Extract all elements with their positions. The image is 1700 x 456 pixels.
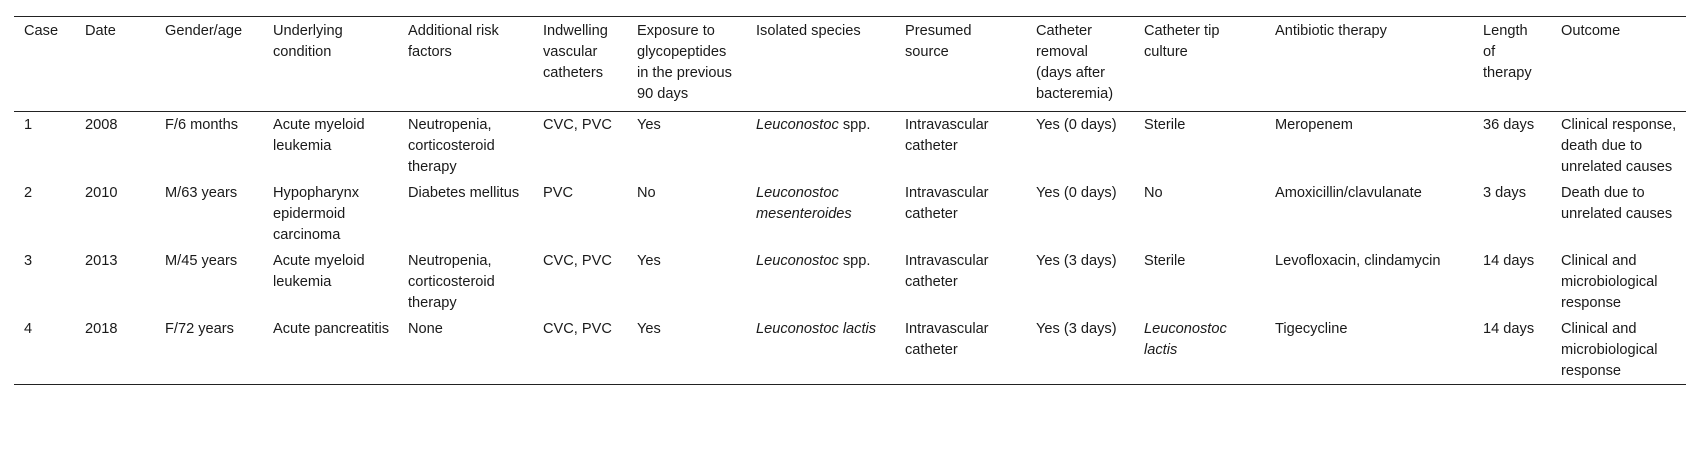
- header-length-of-therapy: Length of therapy: [1483, 23, 1532, 81]
- header-outcome: Outcome: [1561, 23, 1621, 39]
- header-presumed-source: Presumed source: [905, 23, 972, 60]
- species-suffix: spp.: [838, 253, 871, 269]
- species-name: Leuconostoc: [756, 253, 839, 269]
- cell-date: 2013: [85, 253, 118, 269]
- cell-species: [746, 112, 895, 181]
- header-case: Case: [24, 23, 59, 39]
- cell-condition: Acute pancreatitis: [273, 321, 390, 337]
- cell-tip-culture: Sterile: [1144, 117, 1186, 133]
- cell-risk-factors: Neutropenia, corticosteroid therapy: [408, 117, 495, 175]
- cell-date: 2018: [85, 321, 118, 337]
- species-name: Leuconostoc lactis: [756, 321, 877, 337]
- cell-removal: Yes (0 days): [1036, 185, 1117, 201]
- cell-risk-factors: Neutropenia, corticosteroid therapy: [408, 253, 495, 311]
- header-date: Date: [85, 23, 116, 39]
- cell-length: 3 days: [1483, 185, 1526, 201]
- species-name: Leuconostoc mesenteroides: [756, 185, 852, 222]
- species-suffix: spp.: [838, 117, 871, 133]
- cell-species: [746, 316, 895, 385]
- cell-outcome: Death due to unrelated causes: [1561, 185, 1673, 222]
- case-table-container: [14, 16, 1686, 385]
- cell-length: 36 days: [1483, 117, 1535, 133]
- cell-gender-age: F/6 months: [165, 117, 238, 133]
- cell-source: Intravascular catheter: [905, 117, 989, 154]
- cell-tip-culture: Sterile: [1144, 253, 1186, 269]
- cell-risk-factors: None: [408, 321, 443, 337]
- cell-antibiotic: Tigecycline: [1275, 321, 1348, 337]
- cell-source: Intravascular catheter: [905, 321, 989, 358]
- cell-species: [746, 180, 895, 248]
- cell-gender-age: F/72 years: [165, 321, 234, 337]
- cell-tip-culture: No: [1144, 185, 1163, 201]
- cell-removal: Yes (3 days): [1036, 253, 1117, 269]
- cell-case: 2: [24, 185, 33, 201]
- header-additional-risk-factors: Additional risk factors: [408, 23, 499, 60]
- cell-glycopeptides: No: [637, 185, 656, 201]
- cell-outcome: Clinical and microbiological response: [1561, 321, 1658, 379]
- cell-catheters: CVC, PVC: [543, 321, 612, 337]
- table-row: [14, 248, 1686, 316]
- header-isolated-species: Isolated species: [756, 23, 861, 39]
- case-series-table: [14, 16, 1686, 385]
- header-glycopeptide-exposure: Exposure to glycopeptides in the previous 90 days: [637, 23, 732, 102]
- cell-date: 2010: [85, 185, 118, 201]
- cell-antibiotic: Amoxicillin/clavulanate: [1275, 185, 1422, 201]
- cell-length: 14 days: [1483, 253, 1535, 269]
- header-underlying-condition: Underlying condition: [273, 23, 343, 60]
- cell-case: 4: [24, 321, 33, 337]
- cell-condition: Hypopharynx epidermoid carcinoma: [273, 185, 359, 243]
- cell-removal: Yes (0 days): [1036, 117, 1117, 133]
- cell-glycopeptides: Yes: [637, 253, 661, 269]
- cell-tip-culture: Leuconostoc lactis: [1144, 321, 1227, 358]
- cell-case: 1: [24, 117, 33, 133]
- cell-species: [746, 248, 895, 316]
- cell-source: Intravascular catheter: [905, 253, 989, 290]
- header-indwelling-catheters: Indwelling vascular catheters: [543, 23, 608, 81]
- cell-antibiotic: Meropenem: [1275, 117, 1353, 133]
- cell-gender-age: M/63 years: [165, 185, 238, 201]
- table-row: [14, 180, 1686, 248]
- species-name: Leuconostoc: [756, 117, 839, 133]
- cell-glycopeptides: Yes: [637, 117, 661, 133]
- header-antibiotic-therapy: Antibiotic therapy: [1275, 23, 1387, 39]
- cell-glycopeptides: Yes: [637, 321, 661, 337]
- cell-outcome: Clinical and microbiological response: [1561, 253, 1658, 311]
- cell-source: Intravascular catheter: [905, 185, 989, 222]
- header-gender-age: Gender/age: [165, 23, 243, 39]
- cell-antibiotic: Levofloxacin, clindamycin: [1275, 253, 1441, 269]
- cell-risk-factors: Diabetes mellitus: [408, 185, 520, 201]
- cell-removal: Yes (3 days): [1036, 321, 1117, 337]
- table-header-row: [14, 17, 1686, 112]
- cell-condition: Acute myeloid leukemia: [273, 117, 365, 154]
- table-row: [14, 112, 1686, 181]
- header-catheter-tip-culture: Catheter tip culture: [1144, 23, 1220, 60]
- table-row: [14, 316, 1686, 385]
- cell-catheters: PVC: [543, 185, 574, 201]
- cell-date: 2008: [85, 117, 118, 133]
- cell-outcome: Clinical response, death due to unrelated causes: [1561, 117, 1677, 175]
- cell-catheters: CVC, PVC: [543, 117, 612, 133]
- cell-case: 3: [24, 253, 33, 269]
- cell-condition: Acute myeloid leukemia: [273, 253, 365, 290]
- cell-length: 14 days: [1483, 321, 1535, 337]
- cell-catheters: CVC, PVC: [543, 253, 612, 269]
- cell-gender-age: M/45 years: [165, 253, 238, 269]
- header-catheter-removal: Catheter removal (days after bacteremia): [1036, 23, 1114, 102]
